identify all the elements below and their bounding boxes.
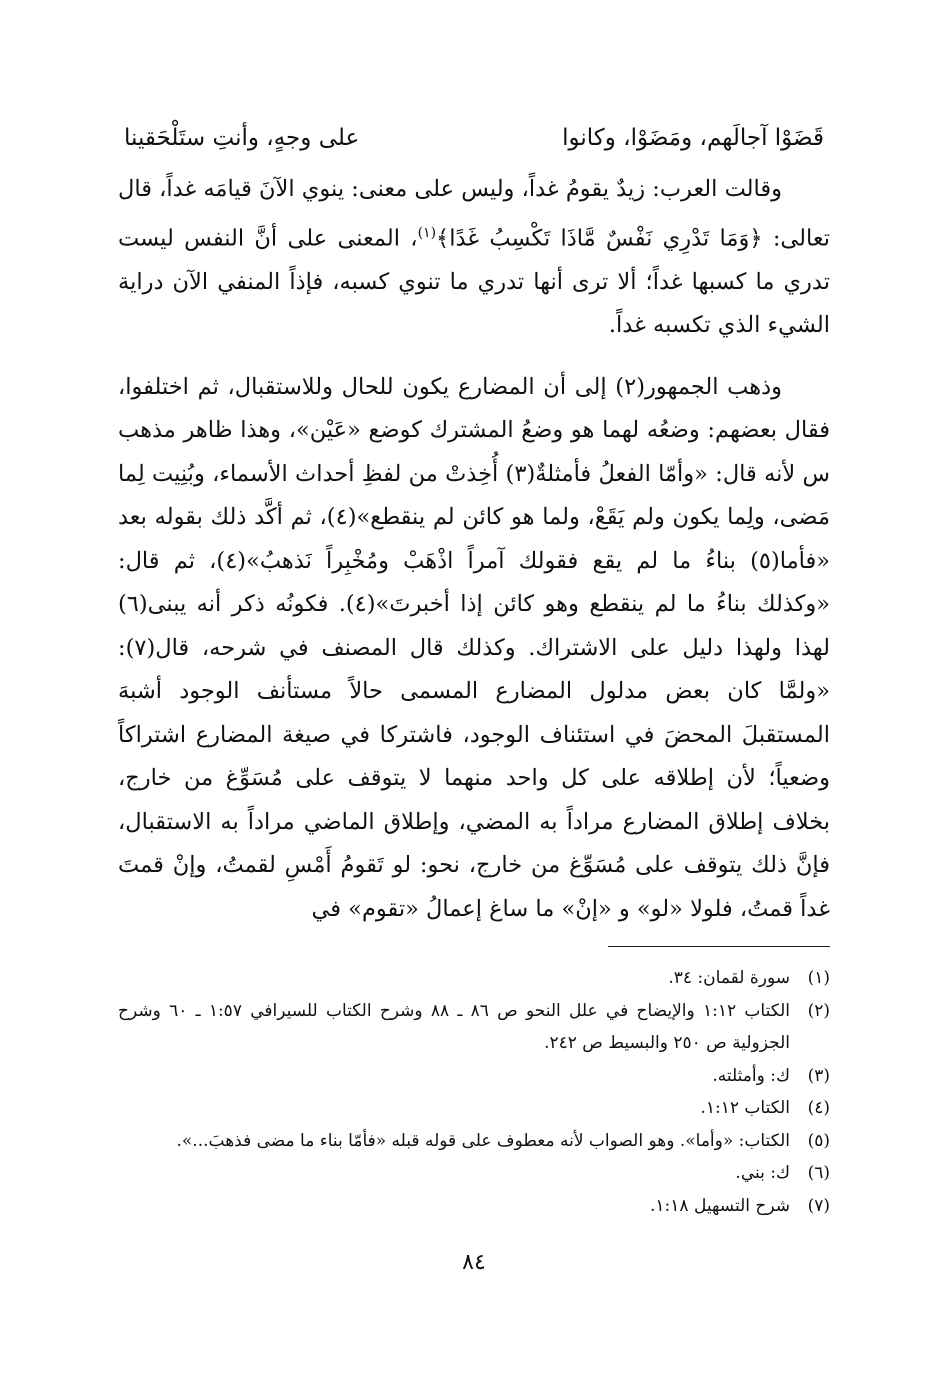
footnote-3 — [118, 1060, 830, 1093]
footnote-4 — [118, 1092, 830, 1125]
paragraph-1 — [118, 168, 830, 348]
footnote-number: (١) — [807, 968, 830, 988]
paragraph-2: وذهب الجمهور(٢) إلى أن المضارع يكون للحال وللاستقبال، ثم اختلفوا، فقال بعضهم: وضعُه لهما هو وضعُ المشترك كوضع «عَيْن»، وهذا ظاهر مذهب س لأنه قال: «وأمّا الفعلُ فأمثلةٌ(٣) أُخِذتْ من لفظِ أحداث الأسماء، وبُنِيت لِما مَضى، ولِما يكون ولم يَقَعْ، ولما هو كائن لم ينقطع»(٤)، ثم أكَّد ذلك بقوله بعد «فأما(٥) بناءُ ما لم يقع فقولك آمراً اذْهَبْ ومُخْبِراً نَذهبُ»(٤)، ثم قال: «وكذلك بناءُ ما لم ينقطع وهو كائن إذا أخبرتَ»(٤). فكونُه ذكر أنه يبنى(٦) لهذا ولهذا دليل على الاشتراك. وكذلك قال المصنف في شرحه، قال(٧): «ولمَّا كان بعض مدلول المضارع المسمى حالاً مستأنف الوجود أشبهَ المستقبلَ المحضَ في استئناف الوجود، فاشتركا في صيغة المضارع اشتراكاً وضعياً؛ لأن إطلاقه على كل واحد منهما لا يتوقف على مُسَوِّغ من خارج، بخلاف إطلاق المضارع مراداً به المضي، وإطلاق الماضي مراداً به الاستقبال، فإنَّ ذلك يتوقف على مُسَوِّغ من خارج، نحو: لو تَقومُ أَمْسِ لقمتُ، وإنْ قمتَ غداً قمتُ، فلولا «لو» و «إنْ» ما ساغ إعمالُ «تقوم» في — [118, 373, 831, 922]
footnote-number: (٥) — [807, 1130, 830, 1151]
footnote-text: الكتاب ١:١٢. — [700, 1098, 790, 1118]
footnote-5 — [118, 1125, 830, 1158]
footnote-number: (٧) — [807, 1195, 830, 1216]
footnote-number: (٣) — [807, 1065, 830, 1086]
footnote-number: (٤) — [807, 1098, 830, 1118]
verse-second-hemistich: على وجهٍ، وأنتِ ستَلْحَقينا — [124, 125, 360, 151]
footnote-ref: (١) — [417, 224, 437, 241]
paragraph-1-text: وقالت العرب: زيدٌ يقومُ غداً، وليس على معنى: ينوي الآنَ قيامَه غداً، قال تعالى: — [118, 176, 830, 251]
footnote-text: الكتاب ١:١٢ والإيضاح في علل النحو ص ٨٦ ـ ٨٨ وشرح الكتاب للسيرافي ١:٥٧ ـ ٦٠ وشرح الجزولية ص ٢٥٠ والبسيط ص ٢٤٢. — [118, 1000, 790, 1053]
page-number: ٨٤ — [462, 1250, 486, 1275]
footnote-2 — [118, 995, 830, 1060]
quran-verse: ﴿وَمَا تَدْرِي نَفْسٌ مَّاذَا تَكْسِبُ غَدًا﴾ — [436, 225, 763, 251]
footnote-number: (٦) — [807, 1163, 830, 1183]
footnote-text: شرح التسهيل ١:١٨. — [650, 1195, 790, 1216]
book-page — [118, 110, 830, 1290]
verse-first-hemistich: قَضَوْا آجالَهم، ومَضَوْا، وكانوا — [562, 125, 824, 151]
main-text — [118, 168, 830, 931]
poetry-verse — [124, 118, 824, 158]
footnote-number: (٢) — [807, 1000, 830, 1021]
footnote-separator — [608, 946, 830, 947]
footnote-7 — [118, 1190, 830, 1223]
footnote-text: ك: وأمثلته. — [712, 1065, 790, 1086]
footnote-text: سورة لقمان: ٣٤. — [668, 968, 790, 988]
footnote-6 — [118, 1157, 830, 1190]
footnote-text: الكتاب: «وأما». وهو الصواب لأنه معطوف على قوله قبله «فأمّا بناء ما مضى فذهبَ...». — [176, 1130, 790, 1151]
paragraph-1-continuation: ، المعنى على أنَّ النفس ليست تدري ما كسبها غداً؛ ألا ترى أنها تدري ما تنوي كسبه، فإذاً المنفي الآن دراية الشيء الذي تكسبه غداً. — [118, 225, 830, 338]
footnote-text: ك: بني. — [735, 1163, 790, 1183]
footnote-1 — [118, 962, 830, 995]
footnotes — [118, 962, 830, 1222]
